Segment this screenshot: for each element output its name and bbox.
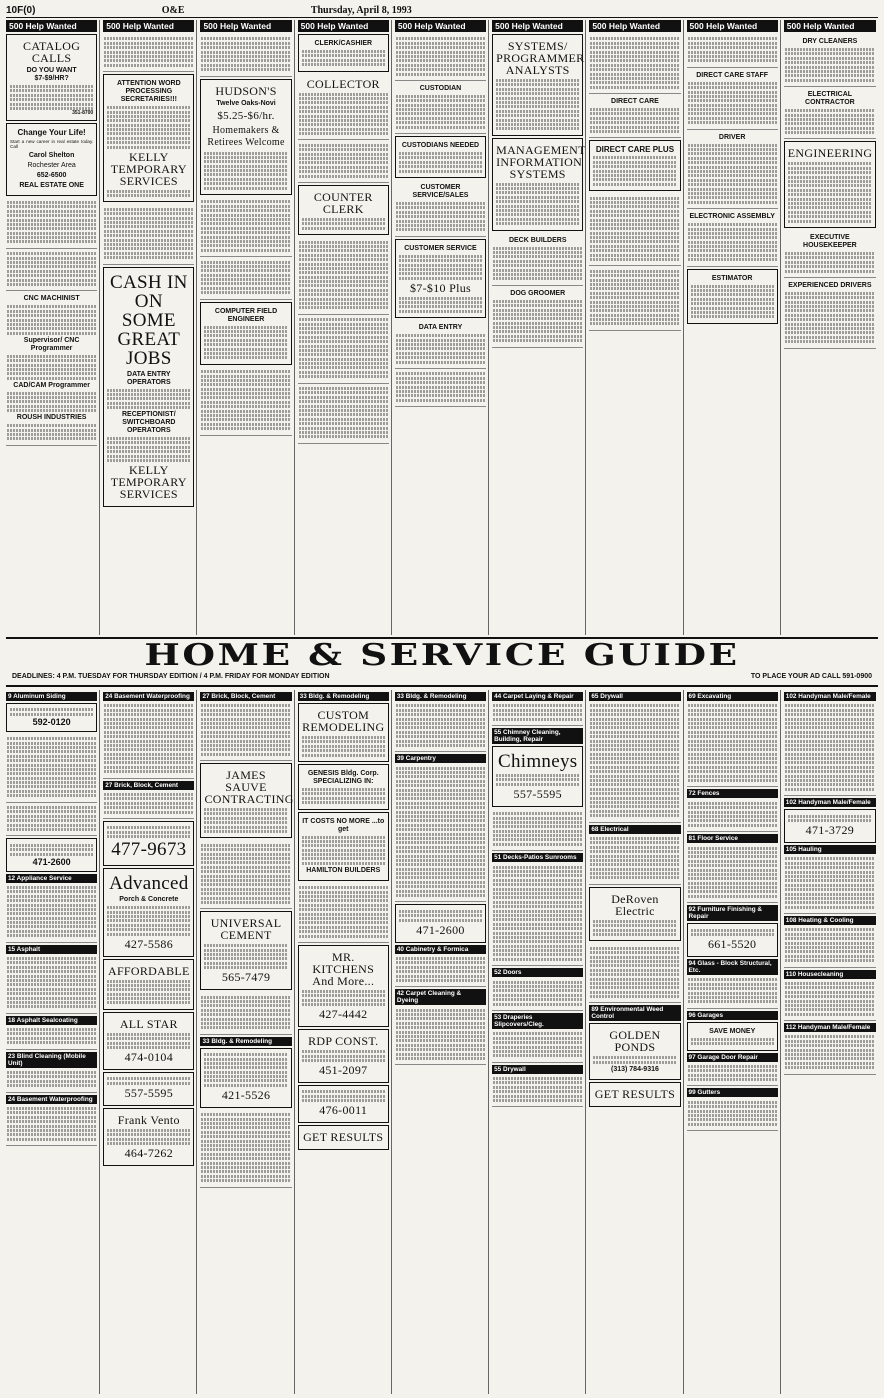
ad-title: DECK BUILDERS [508,236,567,244]
issue-date: Thursday, April 8, 1993 [310,5,412,16]
category-heading: 108 Heating & Cooling [784,916,876,925]
listing [395,954,486,988]
estimator-ad [687,269,778,324]
ad-title: GOLDEN PONDS [609,1028,661,1055]
ad-title: DIRECT CARE STAFF [696,71,769,79]
guide-column-6 [492,690,586,1394]
listing [200,840,291,909]
ad-title: DOG GROOMER [510,289,566,297]
page-number: 10F(0) [6,5,36,16]
listing [589,193,680,266]
custodian-ad [395,81,486,134]
listing [6,198,97,249]
affordable-ad [103,959,194,1010]
custom-remodeling-ad [298,703,389,762]
listing [103,790,194,819]
ad-subtitle: DATA ENTRY OPERATORS [126,370,171,386]
ad-title: CUSTOM REMODELING [302,708,385,734]
guide-column-9 [784,690,878,1394]
category-heading: 102 Handyman Male/Female [784,798,876,807]
ad-title: UNIVERSAL CEMENT [210,916,282,943]
category-heading: 53 Draperies Slipcovers/Cleg. [492,1013,583,1029]
ad-title: EXECUTIVE HOUSEKEEPER [803,233,857,249]
executive-ad [784,230,876,278]
ad-title: EXPERIENCED DRIVERS [788,281,872,289]
ad-phone: 477-9673 [111,839,187,861]
ad-phone: 474-0104 [124,1050,174,1065]
category-heading: 92 Furniture Finishing & Repair [687,905,778,921]
ad-title: JAMES SAUVE CONTRACTING [204,768,294,807]
listing [492,1074,583,1108]
frank-vento-ad [103,1108,194,1166]
category-heading: 27 Brick, Block, Cement [200,692,291,701]
column-4 [298,20,392,635]
listing [200,197,291,257]
listing [687,975,778,1009]
ad-title: IT COSTS NO MORE ...to get [302,817,385,833]
contact-office: Rochester Area [27,161,76,169]
category-heading: 102 Handyman Male/Female [784,692,876,701]
home-service-guide-banner [6,637,878,687]
guide-column-2 [103,690,197,1394]
systems-ad [492,34,583,136]
category-heading: 96 Garages [687,1011,778,1020]
category-heading: 33 Bldg. & Remodeling [298,692,389,701]
listing [103,34,194,72]
column-heading: 500 Help Wanted [298,20,389,32]
ad-title: CUSTODIAN [419,84,462,92]
direct-care-ad [589,94,680,138]
ad-phone: 557-5595 [124,1085,174,1100]
ad-phone: 592-0120 [32,716,71,727]
ad-title: Chimneys [497,750,578,772]
service-ad [6,838,97,871]
customer-service-sales-ad [395,180,486,237]
catalog-calls-ad [6,34,97,121]
listing [687,843,778,903]
category-heading: 105 Hauling [784,845,876,854]
clerk-ad [298,34,389,72]
category-heading: 99 Gutters [687,1088,778,1097]
category-heading: 42 Carpet Cleaning & Dyeing [395,989,486,1005]
customer-service-ad [395,239,486,319]
genesis-ad [298,764,389,810]
ad-wage: $7-$10 Plus [410,280,471,295]
service-ad [103,821,194,866]
ad-title: CASH IN ON SOME GREAT JOBS [110,271,188,369]
ad-phone: 471-3729 [805,822,855,837]
dog-groomer-ad [492,286,583,348]
column-9 [784,20,878,635]
listing [103,701,194,779]
category-heading: 68 Electrical [589,825,680,834]
attention-ad [103,74,194,202]
listing [298,883,389,943]
counter-clerk-ad [298,185,389,235]
deroven-ad [589,887,680,942]
listing [784,701,876,796]
ad-title: ATTENTION WORD PROCESSING SECRETARIES!!! [117,80,181,104]
listing [784,925,876,968]
listing [6,734,97,803]
ad-title: COLLECTOR [306,76,380,91]
chimneys-ad [492,746,583,807]
guide-deadline-bar [6,672,878,681]
listing [395,34,486,81]
category-heading: 81 Floor Service [687,834,778,843]
category-heading: 72 Fences [687,789,778,798]
service-guide-section [6,690,878,1394]
ad-title: ELECTRICAL CONTRACTOR [805,91,855,107]
experienced-drivers-ad [784,278,876,349]
dry-cleaners-ad [784,34,876,87]
contact-name: Carol Shelton [28,151,75,159]
ad-wage: $5.25-$6/hr. [217,109,275,122]
ad-title: SAVE MONEY [709,1027,756,1035]
listing [589,266,680,330]
column-8 [687,20,781,635]
ad-title: COUNTER CLERK [313,189,373,216]
computer-field-ad [200,302,291,365]
guide-title: HOME & SERVICE GUIDE [144,638,740,673]
column-5 [395,20,489,635]
ad-title: ALL STAR [119,1016,178,1031]
listing [298,315,389,384]
listing [395,1005,486,1065]
company-name: ROUSH INDUSTRIES [16,414,87,422]
all-star-ad [103,1012,194,1070]
paper-name: O&E [161,5,185,16]
category-heading: 55 Chimney Cleaning, Building, Repair [492,728,583,744]
ad-subtitle: Supervisor/ CNC Programmer [23,336,80,352]
service-ad [687,923,778,957]
ad-phone: 476-0011 [319,1103,368,1118]
listing [687,798,778,832]
engineering-ad [784,141,876,227]
ad-title: GET RESULTS [594,1086,676,1101]
service-ad [298,1085,389,1123]
change-life-ad [6,123,97,196]
guide-column-4 [298,690,392,1394]
service-ad [200,1048,291,1108]
company-name: HAMILTON BUILDERS [306,866,381,874]
ad-phone: 661-5520 [707,937,757,952]
ad-title: SYSTEMS/ PROGRAMMER ANALYSTS [496,39,585,77]
driver-ad [687,130,778,209]
column-heading: 500 Help Wanted [6,20,97,32]
rdp-ad [298,1029,389,1083]
cash-jobs-ad [103,267,194,508]
category-heading: 112 Handyman Male/Female [784,1023,876,1032]
contact-phone: 652-6500 [36,171,67,179]
ad-title: DIRECT CARE PLUS [595,145,675,155]
listing [492,862,583,966]
ad-phone: 351-8700 [72,110,94,117]
listing [492,701,583,726]
listing [298,140,389,183]
agency-name: KELLY TEMPORARY SERVICES [110,463,187,502]
listing [298,384,389,444]
listing [492,809,583,852]
universal-cement-ad [200,911,291,990]
category-heading: 89 Environmental Weed Control [589,1005,680,1021]
agency-name: KELLY TEMPORARY SERVICES [110,149,187,188]
listing [200,992,291,1035]
listing [200,1110,291,1188]
category-heading: 55 Drywall [492,1065,583,1074]
service-ad [395,904,486,942]
ad-title: ELECTRONIC ASSEMBLY [689,213,775,221]
electronic-ad [687,209,778,267]
category-heading: 33 Bldg. & Remodeling [395,692,486,701]
ad-title: DeRoven Electric [611,891,659,918]
listing [103,204,194,264]
category-heading: 65 Drywall [589,692,680,701]
listing [200,701,291,761]
category-heading: 44 Carpet Laying & Repair [492,692,583,701]
advanced-porch-ad [103,868,194,956]
ad-title: MANAGEMENT INFORMATION SYSTEMS [496,142,586,181]
save-money-ad [687,1022,778,1051]
listing [492,977,583,1011]
ad-title: RDP CONST. [308,1034,379,1049]
listing [687,1062,778,1087]
category-heading: 69 Excavating [687,692,778,701]
category-heading: 40 Cabinetry & Formica [395,945,486,954]
direct-care-staff-ad [687,68,778,130]
ad-subtitle-2: RECEPTIONIST/ SWITCHBOARD OPERATORS [121,411,176,435]
column-heading: 500 Help Wanted [589,20,680,32]
column-heading: 500 Help Wanted [687,20,778,32]
category-heading: 33 Bldg. & Remodeling [200,1037,291,1046]
column-heading: 500 Help Wanted [784,20,876,32]
guide-deadlines: DEADLINES: 4 P.M. TUESDAY FOR THURSDAY EDITION / 4 P.M. FRIDAY FOR MONDAY EDITION [12,673,330,680]
ad-title: COMPUTER FIELD ENGINEER [214,307,278,323]
listing [200,34,291,77]
listing [6,1068,97,1093]
masthead [6,4,878,18]
james-sauve-ad [200,763,294,838]
ad-subtitle: Porch & Concrete [119,896,179,904]
direct-care-plus-ad [589,140,680,191]
listing [687,1097,778,1131]
column-heading: 500 Help Wanted [200,20,291,32]
ad-phone: 557-5595 [513,786,562,801]
listing [6,249,97,292]
category-heading: 18 Asphalt Sealcoating [6,1016,97,1025]
guide-column-3 [200,690,294,1394]
deck-builders-ad [492,233,583,286]
category-heading: 24 Basement Waterproofing [103,692,194,701]
category-heading: 27 Brick, Block, Cement [103,781,194,790]
ad-title: DATA ENTRY [418,324,463,332]
collector-ad [298,74,389,141]
ad-title: DIRECT CARE [611,98,659,106]
column-heading: 500 Help Wanted [492,20,583,32]
ad-phone: 427-5586 [124,936,174,951]
listing [589,834,680,885]
service-ad [784,809,876,843]
ad-subtitle: DO YOU WANT $7-$9/HR? [26,67,77,82]
cnc-ad [6,291,97,445]
guide-column-7 [589,690,683,1394]
agency-name: REAL ESTATE ONE [19,181,84,189]
guide-column-8 [687,690,781,1394]
listing [298,237,389,315]
ad-title: CNC MACHINIST [23,295,80,303]
ad-title: CUSTOMER SERVICE/SALES [412,183,469,199]
ad-title: CATALOG CALLS [23,39,81,65]
ad-tagline: Homemakers & Retirees Welcome [207,124,285,148]
ad-title: Change Your Life! [17,127,86,137]
data-entry-ad [395,320,486,369]
get-results-ad [589,1082,680,1107]
ad-title: CUSTOMER SERVICE [404,244,477,252]
listing [395,763,486,902]
hudsons-ad [200,79,291,196]
ad-phone: 471-2600 [32,856,71,867]
ad-title: CUSTODIANS NEEDED [401,142,480,150]
listing [492,1029,583,1063]
listing [687,701,778,787]
listing [784,1032,876,1075]
ad-title: MR. KITCHENS And More... [312,949,375,988]
listing [395,369,486,407]
listing [589,34,680,94]
ad-title: Advanced [109,873,189,895]
ad-phone: (313) 784-9316 [611,1065,659,1073]
column-6 [492,20,586,635]
ad-title: GENESIS Bldg. Corp. SPECIALIZING IN: [307,769,379,785]
category-heading: 97 Garage Door Repair [687,1053,778,1062]
category-heading: 15 Asphalt [6,945,97,954]
column-heading: 500 Help Wanted [103,20,194,32]
category-heading: 23 Blind Cleaning (Mobile Unit) [6,1052,97,1068]
ad-title: ESTIMATOR [711,274,753,282]
guide-column-5 [395,690,489,1394]
ad-title: DRY CLEANERS [802,38,858,45]
category-heading: 39 Carpentry [395,754,486,763]
listing [6,883,97,943]
category-heading: 51 Decks-Patios Sunrooms [492,853,583,862]
category-heading: 12 Appliance Service [6,874,97,883]
ad-subtitle-2: CAD/CAM Programmer [13,381,90,389]
listing [6,954,97,1014]
get-results-ad [298,1125,389,1150]
ad-subtitle: Start a new career in real estate today. Call [10,138,94,150]
golden-ponds-ad [589,1023,680,1079]
guide-column-1 [6,690,100,1394]
ad-phone: 464-7262 [124,1145,174,1160]
column-2 [103,20,197,635]
ad-title: GET RESULTS [303,1130,384,1145]
costs-no-more-ad [298,812,389,881]
custodians-needed-ad [395,136,486,178]
listing [6,1104,97,1147]
electrical-ad [784,87,876,139]
category-heading: 94 Glass - Block Structural, Etc. [687,959,778,975]
listing [6,1025,97,1050]
category-heading: 24 Basement Waterproofing [6,1095,97,1104]
column-1 [6,20,100,635]
ad-phone: 421-5526 [221,1087,271,1102]
listing [784,854,876,914]
category-heading: 9 Aluminum Siding [6,692,97,701]
ad-phone: 427-4442 [319,1007,368,1022]
ad-subtitle: Twelve Oaks-Novi [216,99,276,107]
ad-phone: 471-2600 [416,922,465,937]
listing [200,257,291,300]
guide-place-ad: TO PLACE YOUR AD CALL 591-0900 [750,673,872,680]
listing [589,701,680,823]
listing [589,943,680,1003]
ad-title: ENGINEERING [787,146,873,161]
service-ad [103,1072,194,1106]
ad-phone: 565-7479 [221,970,271,985]
category-heading: 52 Doors [492,968,583,977]
mr-kitchens-ad [298,945,389,1027]
ad-title: DRIVER [718,133,746,141]
category-heading: 110 Housecleaning [784,970,876,979]
column-heading: 500 Help Wanted [395,20,486,32]
column-3 [200,20,294,635]
listing [687,34,778,68]
listing [200,367,291,436]
ad-title: CLERK/CASHIER [314,40,373,47]
service-ad [6,703,97,732]
listing [784,979,876,1022]
mis-ad [492,138,586,231]
listing [395,701,486,752]
listing [6,803,97,837]
ad-phone: 451-2097 [319,1062,368,1077]
help-wanted-section [6,20,878,635]
ad-title: HUDSON'S [215,83,277,98]
ad-title: AFFORDABLE [107,963,190,978]
column-7 [589,20,683,635]
ad-title: Frank Vento [117,1112,180,1127]
